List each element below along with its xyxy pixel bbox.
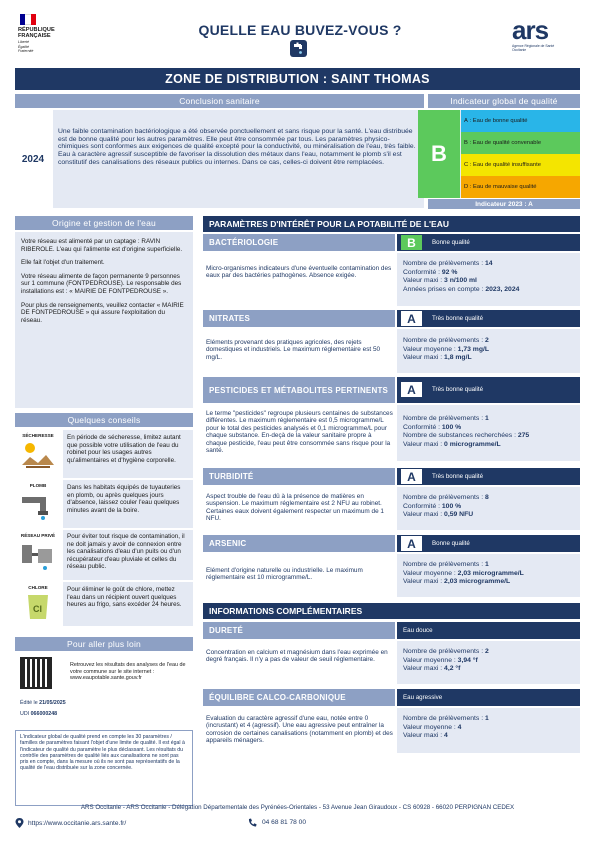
ars-subtitle-1: Agence Régionale de Santé xyxy=(512,44,555,48)
param-turbidite-desc: Aspect trouble de l'eau dû à la présence de matières en suspension. Le maximum réglementaire est 2 NFU au robinet. Certaines eaux doivent également respecter un maximum de 1 NFU. xyxy=(206,493,384,523)
param-pesticides xyxy=(203,377,580,461)
further-header xyxy=(15,637,193,651)
tip-plomb-text: Dans les habitats équipés de tuyauteries en plomb, ou après quelques jours d'absence, laissez couler l'eau quelques minutes avant de la boire. xyxy=(67,484,181,514)
pesticides-stat-label-0: Nombre de prélèvements : xyxy=(403,415,485,422)
arsenic-stat-label-1: Valeur moyenne : xyxy=(403,569,458,577)
scale-row-a: A : Eau de bonne qualité xyxy=(461,110,580,132)
indicator-grade: B xyxy=(431,141,447,166)
complementary-header: INFORMATIONS COMPLÉMENTAIRES xyxy=(203,603,580,619)
pesticides-stat-value-0: 1 xyxy=(484,415,489,422)
param-arsenic xyxy=(203,535,580,597)
indicator-grade-box xyxy=(418,110,460,198)
turbidite-stat-value-1: 100 % xyxy=(441,502,462,510)
arsenic-stat-value-0: 1 xyxy=(484,561,489,568)
scale-letter-d: D xyxy=(464,184,469,190)
indicator-header xyxy=(428,94,580,108)
info-durete-desc: Concentration en calcium et magnésium dans l'eau exprimée en degré français. Il n'y a pas de valeur de seuil réglementaire. xyxy=(206,649,388,664)
param-turbidite xyxy=(203,468,580,530)
origin-header-text: Origine et gestion de l'eau xyxy=(52,218,156,228)
udi-label: UDI xyxy=(20,711,30,717)
info-equilibre-desc: Evaluation du caractère agressif d'une eau, notée entre 0 (incrustant) et 4 (agressif). Une eau agressive peut entraîner la corrosion de certaines canalisations (notamment en plomb) et des appareils ménagers. xyxy=(206,715,393,745)
pipe-icon xyxy=(18,489,58,521)
origin-p1: Votre réseau est alimenté par un captage : RAVIN RIBEROLE. L'eau qui l'alimente est d'origine superficielle. xyxy=(21,238,183,253)
param-pesticides-desc: Le terme "pesticides" regroupe plusieurs centaines de substances différentes. Le maximum réglementaire est 0,5 microgramme/L pour le total des pesticides analysés et 0,1 microgramme/L pour chaque substance. En-deçà de la valeur sanitaire propre à chaque pesticide, l'eau peut être consommée sans risque pour la santé. xyxy=(206,410,393,455)
param-nitrates-desc: Eléments provenant des pratiques agricoles, des rejets domestiques et industriels. Le maximum réglementaire est 50 mg/L. xyxy=(206,339,381,361)
tip-secheresse xyxy=(15,430,193,478)
conclusion-year-box xyxy=(15,110,51,208)
param-arsenic-name: ARSENIC xyxy=(203,535,395,552)
origin-box xyxy=(15,232,193,408)
tip-secheresse-text: En période de sécheresse, limitez autant que possible votre utilisation de l'eau du robinet pour les usages autres qu'alimentaires et d'hygiène corporelle. xyxy=(67,434,181,464)
edit-date-value: 21/05/2025 xyxy=(39,700,66,706)
param-turbidite-name: TURBIDITÉ xyxy=(203,468,395,485)
param-turbidite-grade: A xyxy=(401,469,422,484)
chlorine-icon xyxy=(18,591,58,621)
sun-icon xyxy=(18,439,58,471)
conclusion-year: 2024 xyxy=(21,153,45,165)
durete-stat-value-2: 4,2 °f xyxy=(444,665,461,673)
pesticides-stat-label-1: Conformité : xyxy=(403,423,442,431)
origin-p3: Votre réseau alimente de façon permanente 9 personnes sur 1 commune (FONTPEDROUSE). Le responsable des installations est : « MAIRIE DE FONTPEDROUSE ». xyxy=(21,272,182,295)
indicator-footnote: Indicateur 2023 : A xyxy=(428,199,580,209)
arsenic-stat-value-1: 2,03 microgramme/L xyxy=(457,569,524,577)
tip-plomb-label: PLOMB xyxy=(29,483,47,488)
durete-stat-value-0: 2 xyxy=(484,648,489,655)
arsenic-stat-label-2: Valeur maxi : xyxy=(403,578,445,586)
nitrates-stat-value-0: 2 xyxy=(484,337,489,344)
ars-logo xyxy=(512,15,574,58)
bacterio-stat-label-1: Conformité : xyxy=(403,268,442,276)
page-title: QUELLE EAU BUVEZ-VOUS ? xyxy=(198,22,402,38)
gov-motto-3: Fraternité xyxy=(18,48,34,53)
param-nitrates-grade-label: Très bonne qualité xyxy=(432,315,484,322)
zone-banner: ZONE DE DISTRIBUTION : SAINT THOMAS xyxy=(15,68,580,90)
methodology-note: L'indicateur global de qualité prend en compte les 30 paramètres / familles de paramètres faisant l'objet d'une limite de qualité. Il est égal à l'indicateur de qualité du paramètre le plus déclassant. Les résultats du contrôle des paramètres de qualité liés aux canalisations ne sont pas pris en compte, dans la mesure où ils ne sont pas représentatifs de la qualité de l'eau distribuée sur la zone concernée. xyxy=(20,734,185,772)
params-header: PARAMÈTRES D'INTÉRÊT POUR LA POTABILITÉ DE L'EAU xyxy=(203,216,580,232)
origin-header xyxy=(15,216,193,230)
scale-label-b: Eau de qualité convenable xyxy=(472,140,542,146)
equilibre-stat-label-0: Nombre de prélèvements : xyxy=(403,715,485,722)
qr-code-icon xyxy=(20,657,52,689)
further-text: Retrouvez les résultats des analyses de l'eau de votre commune sur le site internet : www.eaupotable.sante.gouv.fr xyxy=(70,662,186,681)
equilibre-stat-label-1: Valeur moyenne : xyxy=(403,723,458,731)
param-bacterio-desc: Micro-organismes indicateurs d'une éventuelle contamination des eaux par des bactéries pathogènes. Absence exigée. xyxy=(206,265,392,280)
arsenic-stat-label-0: Nombre de prélèvements : xyxy=(403,561,485,568)
turbidite-stat-label-0: Nombre de prélèvements : xyxy=(403,494,485,501)
conclusion-text: Une faible contamination bactériologique a été observée ponctuellement et sans risque pour la santé. L'eau distribuée est de bonne qualité pour les autres paramètres. Elle peut être consommée par tous. Les paramètres physico-chimiques sont conformes aux exigences de qualité excepté pour la conductivité, ou minéralisation de l'eau, très faible. Eau à caractère agressif susceptible de favoriser la dissolution des métaux dans l'eau, notamment le plomb s'il est constitutif des canalisations des réseaux publics ou internes. Dans ce cas, celles-ci doivent être remplacées. xyxy=(58,128,416,166)
conclusion-header xyxy=(15,94,424,108)
tip-secheresse-label: SÉCHERESSE xyxy=(22,433,54,438)
udi-code xyxy=(20,711,57,717)
bacterio-stat-value-3: 2023, 2024 xyxy=(485,285,520,293)
indicator-header-text: Indicateur global de qualité xyxy=(450,96,558,106)
info-equilibre-label: Eau agressive xyxy=(403,694,443,701)
scale-row-d: D : Eau de mauvaise qualité xyxy=(461,176,580,198)
phone-number[interactable]: 04 68 81 78 00 xyxy=(262,819,306,826)
info-durete-name: DURETÉ xyxy=(203,622,395,639)
gov-name-line2: FRANÇAISE xyxy=(18,33,51,40)
scale-letter-b: B xyxy=(464,140,468,146)
scale-label-a: Eau de bonne qualité xyxy=(472,118,528,124)
phone-icon xyxy=(248,818,257,827)
tip-reseau-prive xyxy=(15,530,193,580)
methodology-note-box xyxy=(15,730,193,806)
origin-p2: Elle fait l'objet d'un traitement. xyxy=(21,259,105,267)
equilibre-stat-value-0: 1 xyxy=(484,715,489,722)
equilibre-stat-value-1: 4 xyxy=(457,723,462,731)
republique-logo xyxy=(18,14,68,56)
nitrates-stat-value-2: 1,8 mg/L xyxy=(444,354,472,362)
durete-stat-value-1: 3,94 °f xyxy=(457,656,478,664)
param-pesticides-grade: A xyxy=(401,382,422,397)
durete-stat-label-1: Valeur moyenne : xyxy=(403,656,458,664)
tip-chlore-label: CHLORE xyxy=(28,585,48,590)
equilibre-stat-label-2: Valeur maxi : xyxy=(403,732,445,740)
durete-stat-label-0: Nombre de prélèvements : xyxy=(403,648,485,655)
equilibre-stat-value-2: 4 xyxy=(444,732,448,740)
bacterio-stat-value-1: 92 % xyxy=(441,268,458,276)
marianne-icon xyxy=(20,14,36,25)
info-durete xyxy=(203,622,580,684)
param-bacterio-grade: B xyxy=(401,235,422,250)
param-arsenic-grade-label: Bonne qualité xyxy=(432,540,470,547)
scale-row-b: B : Eau de qualité convenable xyxy=(461,132,580,154)
tips-header xyxy=(15,413,193,427)
param-arsenic-grade: A xyxy=(401,536,422,551)
scale-letter-a: A xyxy=(464,118,468,124)
tap-icon xyxy=(290,40,307,57)
pesticides-stat-value-2: 275 xyxy=(517,432,530,440)
turbidite-stat-value-0: 8 xyxy=(484,494,489,501)
tips-header-text: Quelques conseils xyxy=(67,415,141,425)
scale-label-d: Eau de mauvaise qualité xyxy=(473,184,537,190)
pesticides-stat-value-3: 0 microgramme/L xyxy=(444,440,501,448)
param-arsenic-desc: Elément d'origine naturelle ou industrielle. Le maximum réglementaire est 10 microgramme/L. xyxy=(206,567,363,582)
pesticides-stat-label-3: Valeur maxi : xyxy=(403,440,445,448)
gov-name-line1: RÉPUBLIQUE xyxy=(18,27,55,33)
turbidite-stat-label-1: Conformité : xyxy=(403,502,442,510)
tip-chlore xyxy=(15,582,193,626)
website-link[interactable]: https://www.occitanie.ars.sante.fr/ xyxy=(28,819,127,827)
param-pesticides-name: PESTICIDES ET MÉTABOLITES PERTINENTS xyxy=(203,377,395,403)
ars-logo-text: ars xyxy=(512,15,549,45)
info-equilibre xyxy=(203,689,580,753)
udi-value: 066000248 xyxy=(30,711,58,717)
edit-date xyxy=(20,700,66,706)
ars-subtitle-2: Occitanie xyxy=(512,48,527,52)
footer-phone[interactable] xyxy=(248,818,306,827)
param-pesticides-grade-label: Très bonne qualité xyxy=(432,386,484,393)
pesticides-stat-label-2: Nombre de substances recherchées : xyxy=(403,432,518,440)
param-bacteriologie xyxy=(203,234,580,306)
conclusion-header-text: Conclusion sanitaire xyxy=(179,96,260,106)
param-bacterio-grade-label: Bonne qualité xyxy=(432,239,470,246)
gov-motto-2: Égalité xyxy=(18,44,29,49)
bacterio-stat-value-0: 14 xyxy=(484,260,493,267)
param-nitrates-name: NITRATES xyxy=(203,310,395,327)
turbidite-stat-label-2: Valeur maxi : xyxy=(403,511,445,519)
indicator-scale xyxy=(461,110,580,198)
scale-label-c: Eau de qualité insuffisante xyxy=(473,162,541,168)
location-pin-icon xyxy=(15,818,24,828)
conclusion-text-box xyxy=(53,110,424,208)
further-header-text: Pour aller plus loin xyxy=(67,639,141,649)
param-nitrates xyxy=(203,310,580,373)
footer-address: ARS Occitanie - ARS Occitanie - Délégation Départementale des Pyrénées-Orientales - 53 Avenue Jean Giraudoux - CS 60928 - 66020 PERPIGNAN CEDEX xyxy=(80,804,515,811)
nitrates-stat-value-1: 1,73 mg/L xyxy=(457,345,490,353)
tip-reseau-text: Pour éviter tout risque de contamination, il ne doit jamais y avoir de connexion entre les canalisations d'eau d'un puits ou d'un récupérateur d'eau pluviale et celles du réseau public. xyxy=(67,533,185,571)
param-turbidite-grade-label: Très bonne qualité xyxy=(432,473,484,480)
well-icon xyxy=(18,539,58,573)
arsenic-stat-value-2: 2,03 microgramme/L xyxy=(444,578,511,586)
info-equilibre-name: ÉQUILIBRE CALCO-CARBONIQUE xyxy=(203,689,395,706)
durete-stat-label-2: Valeur maxi : xyxy=(403,665,445,673)
nitrates-stat-label-2: Valeur maxi : xyxy=(403,354,445,362)
svg-text:Cl: Cl xyxy=(33,604,42,615)
bacterio-stat-value-2: 3 n/100 ml xyxy=(444,277,477,285)
tip-reseau-label: RÉSEAU PRIVÉ xyxy=(20,533,56,538)
scale-letter-c: C xyxy=(464,162,469,168)
nitrates-stat-label-1: Valeur moyenne : xyxy=(403,345,458,353)
tip-chlore-text: Pour éliminer le goût de chlore, mettez l'eau dans un récipient ouvert quelques heures au frigo, sans excéder 24 heures. xyxy=(67,586,182,609)
bacterio-stat-label-0: Nombre de prélèvements : xyxy=(403,260,485,267)
turbidite-stat-value-2: 0,59 NFU xyxy=(444,511,474,519)
edit-date-label: Édité le xyxy=(20,700,38,706)
footer-website[interactable] xyxy=(15,818,126,828)
param-bacterio-name: BACTÉRIOLOGIE xyxy=(203,234,395,251)
scale-row-c: C : Eau de qualité insuffisante xyxy=(461,154,580,176)
origin-p4: Pour plus de renseignements, veuillez contacter « MAIRIE DE FONTPEDROUSE » qui assure l'exploitation du réseau. xyxy=(21,301,184,324)
pesticides-stat-value-1: 100 % xyxy=(441,423,462,431)
info-durete-label: Eau douce xyxy=(403,627,433,634)
param-nitrates-grade: A xyxy=(401,311,422,326)
nitrates-stat-label-0: Nombre de prélèvements : xyxy=(403,337,485,344)
bacterio-stat-label-3: Années prises en compte : xyxy=(403,285,486,293)
bacterio-stat-label-2: Valeur maxi : xyxy=(403,277,445,285)
gov-motto-1: Liberté xyxy=(18,40,29,45)
tip-plomb xyxy=(15,480,193,528)
